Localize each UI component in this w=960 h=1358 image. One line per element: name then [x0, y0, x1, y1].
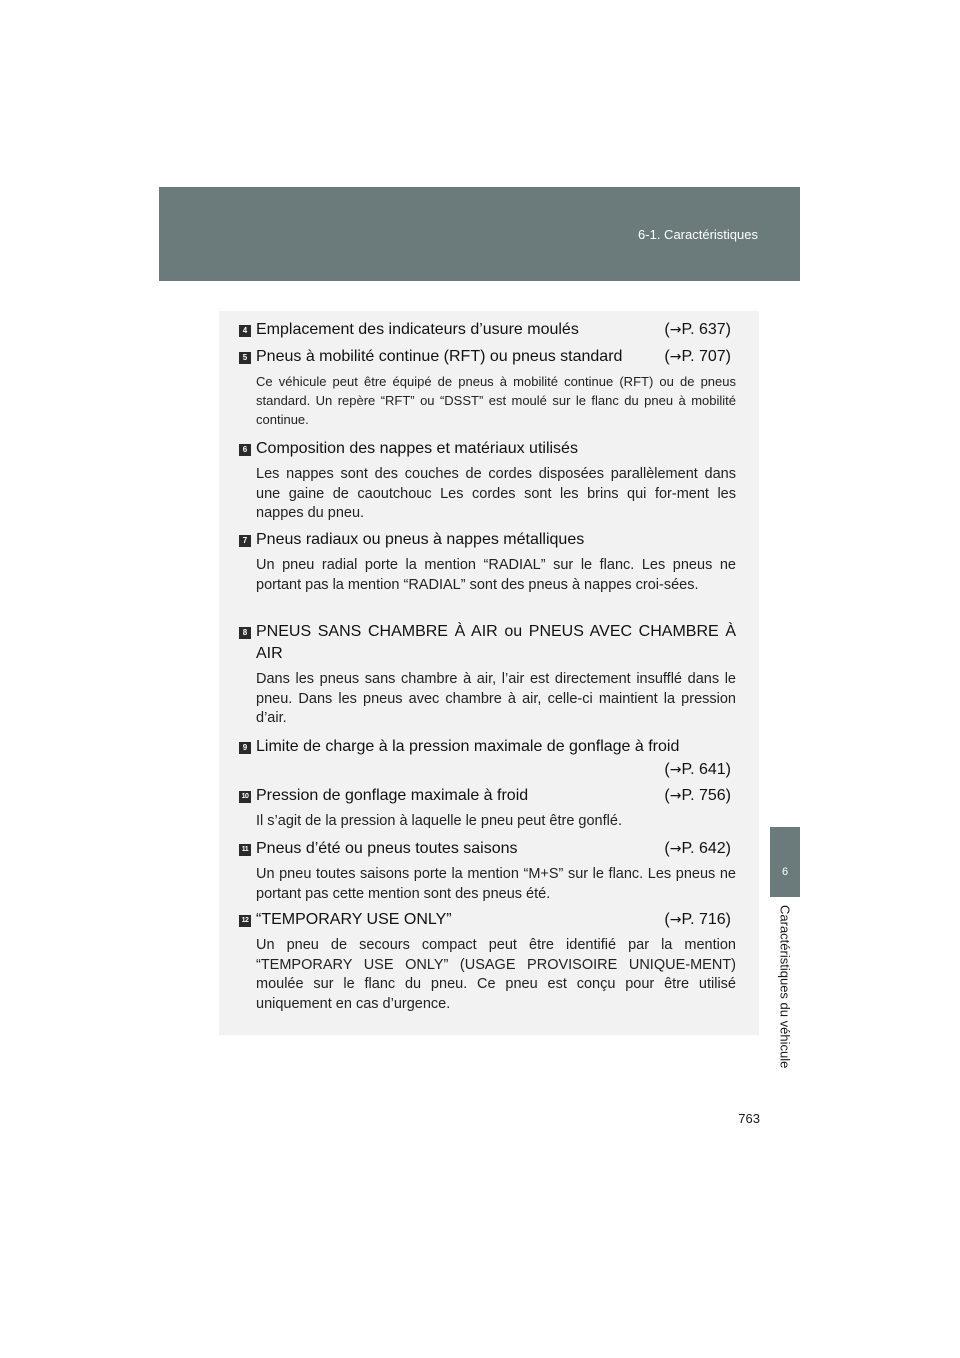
- content-panel: [219, 311, 759, 1035]
- item-description: Ce véhicule peut être équipé de pneus à mobilité continue (RFT) ou de pneus standard. Un repère “RFT” ou “DSST” est moulé sur le flanc du pneu à mobilité continue.: [256, 374, 736, 427]
- item-description: Dans les pneus sans chambre à air, l’air est directement insufflé dans le pneu. Dans les pneus avec chambre à air, celle-ci maintient la pression d’air.: [256, 671, 736, 726]
- arrow-icon: →: [669, 788, 682, 804]
- item-description: Un pneu radial porte la mention “RADIAL” sur le flanc. Les pneus ne portant pas la mention “RADIAL” sont des pneus à nappes croi-sées.: [256, 557, 736, 593]
- item-description: Un pneu de secours compact peut être identifié par la mention “TEMPORARY USE ONLY” (USAGE PROVISOIRE UNIQUE-MENT) moulée sur le flanc du pneu. Ce pneu est conçu pour être utilisé uniquement en cas d’urgence.: [256, 937, 736, 1012]
- item-title: Pression de gonflage maximale à froid: [256, 787, 529, 804]
- page-reference[interactable]: (→P. 716): [664, 911, 731, 928]
- item-title: Composition des nappes et matériaux utilisés: [256, 440, 578, 457]
- arrow-icon: →: [669, 322, 682, 338]
- item-number-badge: 9: [239, 742, 251, 754]
- item-title: Pneus à mobilité continue (RFT) ou pneus standard: [256, 348, 623, 365]
- section-header-bar: [159, 187, 800, 281]
- item-number-badge: 8: [239, 627, 251, 639]
- arrow-icon: →: [669, 349, 682, 365]
- page-reference[interactable]: (→P. 756): [664, 787, 731, 804]
- item-description: Les nappes sont des couches de cordes disposées parallèlement dans une gaine de caoutchouc Les cordes sont les brins qui for-ment les nappes du pneu.: [256, 466, 736, 521]
- item-number-badge: 5: [239, 352, 251, 364]
- arrow-icon: →: [669, 762, 682, 778]
- arrow-icon: →: [669, 912, 682, 928]
- chapter-tab: [770, 827, 800, 897]
- item-title: Emplacement des indicateurs d’usure moulés: [256, 321, 579, 338]
- item-title: Pneus radiaux ou pneus à nappes métalliques: [256, 531, 585, 548]
- chapter-label-text: Caractéristiques du véhicule: [777, 905, 793, 1069]
- item-title: PNEUS SANS CHAMBRE À AIR ou PNEUS AVEC CHAMBRE À AIR: [256, 623, 736, 662]
- page-reference[interactable]: (→P. 641): [664, 761, 731, 778]
- item-number-badge: 12: [239, 915, 251, 927]
- item-number-badge: 11: [239, 844, 251, 856]
- page-reference[interactable]: (→P. 642): [664, 840, 731, 857]
- item-title: “TEMPORARY USE ONLY”: [256, 911, 452, 928]
- item-number-badge: 4: [239, 325, 251, 337]
- page-reference[interactable]: (→P. 637): [664, 321, 731, 338]
- item-number-badge: 7: [239, 535, 251, 547]
- item-title: Limite de charge à la pression maximale de gonflage à froid: [256, 738, 680, 755]
- item-description: Un pneu toutes saisons porte la mention “M+S” sur le flanc. Les pneus ne portant pas cette mention sont des pneus été.: [256, 866, 736, 902]
- page-number: 763: [738, 1111, 760, 1126]
- page-reference[interactable]: (→P. 707): [664, 348, 731, 365]
- item-description: Il s’agit de la pression à laquelle le pneu peut être gonflé.: [256, 813, 622, 829]
- arrow-icon: →: [669, 841, 682, 857]
- item-title: Pneus d’été ou pneus toutes saisons: [256, 840, 518, 857]
- item-number-badge: 6: [239, 444, 251, 456]
- item-number-badge: 10: [239, 791, 251, 803]
- chapter-number: 6: [781, 866, 789, 878]
- section-title: 6-1. Caractéristiques: [638, 227, 758, 242]
